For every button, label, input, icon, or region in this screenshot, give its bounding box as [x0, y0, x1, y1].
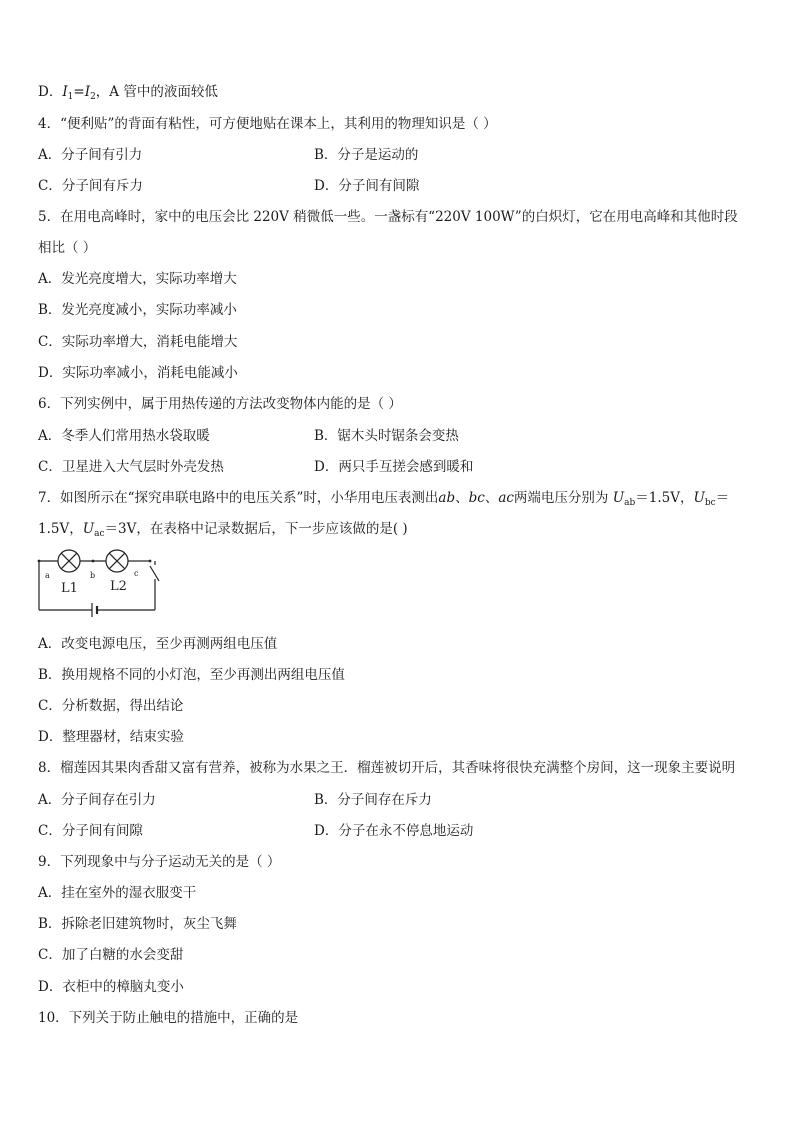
question-5-line-1: 5．在用电高峰时，家中的电压会比 220V 稍微低一些。一盏标有“220V 100W”的白炽灯，它在用电高峰和其他时段: [38, 209, 738, 225]
q3-option-d: [38, 83, 218, 101]
sub-ab: ab: [624, 498, 636, 508]
q9-option-d: D．衣柜中的樟脑丸变小: [38, 979, 184, 995]
q7-text-6: ＝3V，在表格中记录数据后，下一步应该做的是( ): [104, 521, 408, 537]
q7-text-4: ＝: [715, 490, 730, 506]
lamp-l2-label: L2: [110, 579, 127, 594]
q8-option-a: A．分子间存在引力: [38, 792, 156, 808]
q5-option-b: B．发光亮度减小，实际功率减小: [38, 302, 237, 318]
question-7-line-2: [38, 520, 408, 538]
q4-option-d: D．分子间有间隙: [314, 178, 420, 194]
q7-option-d: D．整理器材，结束实验: [38, 729, 184, 745]
equals: =: [73, 84, 85, 100]
label-ab: ab: [438, 490, 456, 506]
question-8: 8．榴莲因其果肉香甜又富有营养，被称为水果之王．榴莲被切开后，其香味将很快充满整个房间，这一现象主要说明: [38, 760, 736, 776]
q7-option-b: B．换用规格不同的小灯泡，至少再测出两组电压值: [38, 667, 345, 683]
sep: 、: [484, 490, 499, 506]
sub-1: 1: [67, 92, 74, 102]
label-bc: bc: [468, 490, 485, 506]
question-9: 9．下列现象中与分子运动无关的是（ ）: [38, 854, 281, 870]
q7-text-2: 两端电压分别为: [513, 490, 609, 506]
question-4: 4．“便利贴”的背面有粘性，可方便地贴在课本上，其利用的物理知识是（ ）: [38, 116, 497, 132]
q7-option-c: C．分析数据，得出结论: [38, 698, 184, 714]
q9-option-b: B．拆除老旧建筑物时，灰尘飞舞: [38, 916, 237, 932]
q6-option-b: B．锯木头时锯条会变热: [314, 428, 459, 444]
var-u: U: [693, 490, 705, 506]
question-7-line-1: [38, 489, 729, 507]
sub-ac: ac: [94, 529, 105, 539]
q8-option-c: C．分子间有间隙: [38, 823, 143, 839]
q8-option-d: D．分子在永不停息地运动: [314, 823, 474, 839]
q4-option-c: C．分子间有斥力: [38, 178, 143, 194]
lamp-l1-label: L1: [61, 581, 78, 596]
series-circuit-diagram: [34, 548, 174, 618]
q4-option-b: B．分子是运动的: [314, 147, 419, 163]
q5-option-d: D．实际功率减小，消耗电能减小: [38, 365, 238, 381]
option-text: ，A 管中的液面较低: [95, 84, 218, 100]
q8-option-b: B．分子间存在斥力: [314, 792, 432, 808]
sub-bc: bc: [704, 498, 716, 508]
sub-2: 2: [90, 92, 96, 102]
label-ac: ac: [498, 490, 514, 506]
option-letter: D．: [38, 84, 63, 100]
q6-option-a: A．冬季人们常用热水袋取暖: [38, 428, 210, 444]
question-5-line-2: 相比（ ）: [38, 240, 97, 256]
q9-option-c: C．加了白糖的水会变甜: [38, 947, 184, 963]
var-i: I: [84, 84, 91, 100]
question-10: 10．下列关于防止触电的措施中，正确的是: [38, 1010, 299, 1026]
point-c-label: c: [134, 569, 139, 578]
q9-option-a: A．挂在室外的湿衣服变干: [38, 885, 197, 901]
point-b-label: b: [90, 571, 96, 580]
var-u: U: [82, 521, 95, 537]
q7-text-5: 1.5V，: [38, 521, 83, 537]
var-i: I: [62, 84, 68, 100]
q6-option-c: C．卫星进入大气层时外壳发热: [38, 459, 224, 475]
sep: 、: [455, 490, 469, 506]
q5-option-c: C．实际功率增大，消耗电能增大: [38, 334, 238, 350]
question-6: 6．下列实例中，属于用热传递的方法改变物体内能的是（ ）: [38, 396, 402, 412]
switch-icon: [150, 566, 159, 581]
q7-option-a: A．改变电源电压，至少再测两组电压值: [38, 636, 278, 652]
q4-option-a: A．分子间有引力: [38, 147, 143, 163]
q6-option-d: D．两只手互搓会感到暖和: [314, 459, 474, 475]
var-u: U: [612, 490, 625, 506]
point-a-label: a: [45, 571, 50, 580]
q5-option-a: A．发光亮度增大，实际功率增大: [38, 271, 237, 287]
q7-text-1: 7．如图所示在“探究串联电路中的电压关系”时，小华用电压表测出: [38, 490, 439, 506]
q7-text-3: ＝1.5V，: [635, 490, 694, 506]
